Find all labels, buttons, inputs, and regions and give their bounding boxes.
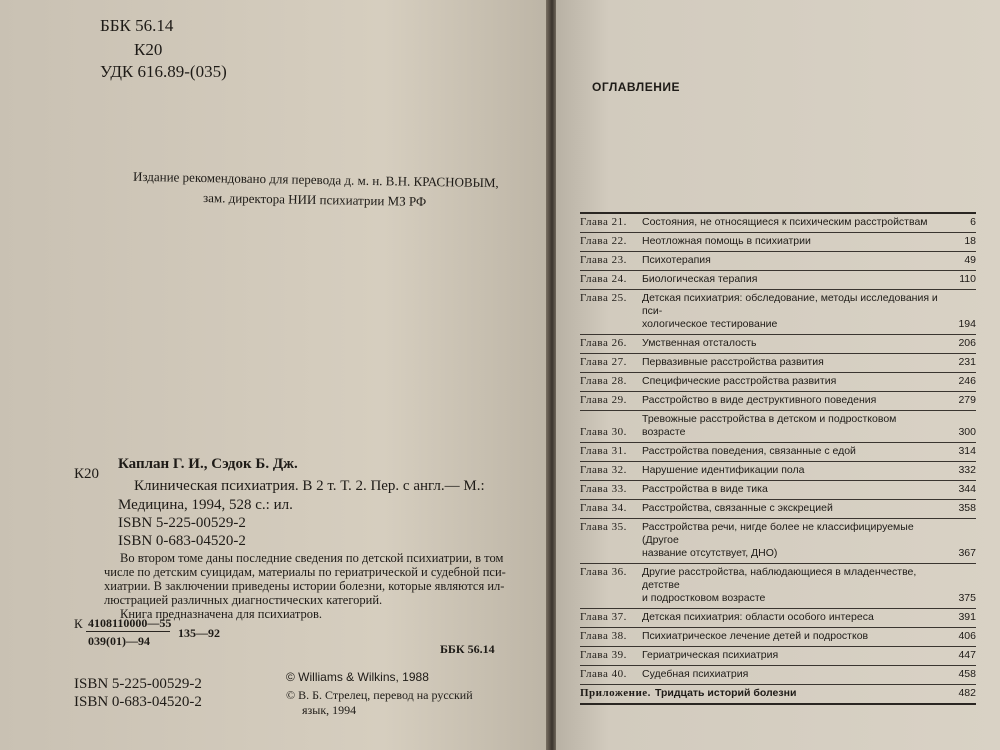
toc-title: Состояния, не относящиеся к психическим расстройствам xyxy=(642,216,928,228)
toc-title: Расстройства речи, нигде более не классифицируемые (Другое название отсутствует, ДНО) xyxy=(642,521,914,559)
toc-row-30 xyxy=(580,411,976,443)
toc-row-36 xyxy=(580,564,976,609)
toc-page: 391 xyxy=(958,611,976,623)
toc-row-39 xyxy=(580,647,976,666)
toc-label: Глава 37. xyxy=(580,611,627,623)
toc-page: 332 xyxy=(958,464,976,476)
fraction-denominator: 039(01)—94 xyxy=(88,634,150,648)
toc-page: 6 xyxy=(970,216,976,228)
toc-page: 447 xyxy=(958,649,976,661)
toc-page: 406 xyxy=(958,630,976,642)
toc-title: Тревожные расстройства в детском и подростковом возрасте xyxy=(642,413,897,438)
toc-page: 375 xyxy=(958,592,976,604)
toc-title: Биологическая терапия xyxy=(642,273,758,285)
toc-page: 206 xyxy=(958,337,976,349)
toc-page: 367 xyxy=(958,547,976,559)
udk-code: УДК 616.89-(035) xyxy=(100,62,227,81)
toc-title: Нарушение идентификации пола xyxy=(642,464,805,476)
toc-label: Глава 33. xyxy=(580,483,627,495)
toc-label: Глава 36. xyxy=(580,566,627,578)
toc-row-33 xyxy=(580,481,976,500)
author-mark: К20 xyxy=(134,40,163,59)
toc-row-28 xyxy=(580,373,976,392)
toc-label: Глава 35. xyxy=(580,521,627,533)
toc-title: Специфические расстройства развития xyxy=(642,375,837,387)
fraction-tail: 135—92 xyxy=(178,626,220,640)
toc-title: Детская психиатрия: области особого интереса xyxy=(642,611,874,623)
toc-title: Психиатрическое лечение детей и подростков xyxy=(642,630,869,642)
isbn-1: ISBN 5-225-00529-2 xyxy=(118,515,246,531)
toc-page: 358 xyxy=(958,502,976,514)
toc-row-25 xyxy=(580,290,976,335)
toc-title: Неотложная помощь в психиатрии xyxy=(642,235,811,247)
toc-title: Тридцать историй болезни xyxy=(654,687,797,699)
annotation-line-4: люстрацией различных диагностических категорий. xyxy=(104,593,383,607)
toc-page: 482 xyxy=(958,687,976,699)
publisher-line: Медицина, 1994, 528 с.: ил. xyxy=(118,497,293,513)
recommendation-line-1: Издание рекомендовано для перевода д. м. н. В.Н. КРАСНОВЫМ, xyxy=(132,168,499,191)
toc-label: Глава 21. xyxy=(580,216,627,228)
toc-title: Первазивные расстройства развития xyxy=(642,356,824,368)
fraction-numerator: 4108110000—55 xyxy=(88,616,172,630)
toc-row-40 xyxy=(580,666,976,685)
copyright-publisher: © Williams & Wilkins, 1988 xyxy=(286,670,429,684)
author-mark-side: К20 xyxy=(74,466,100,482)
isbn-bottom-2: ISBN 0-683-04520-2 xyxy=(74,694,202,710)
table-of-contents xyxy=(580,212,976,705)
toc-label: Глава 28. xyxy=(580,375,627,387)
fraction-letter: К xyxy=(74,616,83,631)
toc-title: Расстройства поведения, связанные с едой xyxy=(642,445,856,457)
isbn-bottom-1: ISBN 5-225-00529-2 xyxy=(74,676,202,692)
toc-label: Глава 34. xyxy=(580,502,627,514)
toc-title: Гериатрическая психиатрия xyxy=(642,649,779,661)
toc-row-27 xyxy=(580,354,976,373)
right-page xyxy=(556,0,1000,750)
toc-row-24 xyxy=(580,271,976,290)
toc-row-26 xyxy=(580,335,976,354)
toc-heading: ОГЛАВЛЕНИЕ xyxy=(592,80,681,94)
toc-page: 246 xyxy=(958,375,976,387)
toc-row-37 xyxy=(580,609,976,628)
bbk-bottom: ББК 56.14 xyxy=(440,642,495,656)
toc-title: Расстройства в виде тика xyxy=(642,483,768,495)
recommendation-line-2: зам. директора НИИ психиатрии МЗ РФ xyxy=(202,190,427,209)
toc-title: Расстройство в виде деструктивного поведения xyxy=(642,394,877,406)
annotation-line-3: хиатрии. В заключении приведены истории болезни, которые являются ил- xyxy=(104,579,505,593)
toc-row-32 xyxy=(580,462,976,481)
toc-row-21 xyxy=(580,214,976,233)
toc-page: 194 xyxy=(958,318,976,330)
toc-title: Умственная отсталость xyxy=(642,337,757,349)
toc-row-38 xyxy=(580,628,976,647)
toc-label: Глава 29. xyxy=(580,394,627,406)
copyright-translator-line-2: язык, 1994 xyxy=(302,703,357,717)
toc-label: Глава 22. xyxy=(580,235,627,247)
copyright-translator-line-1: © В. Б. Стрелец, перевод на русский xyxy=(286,688,473,702)
toc-title: Детская психиатрия: обследование, методы исследования и пси- хологическое тестирование xyxy=(642,292,938,330)
toc-row-34 xyxy=(580,500,976,519)
authors: Каплан Г. И., Сэдок Б. Дж. xyxy=(118,456,298,472)
toc-page: 314 xyxy=(958,445,976,457)
toc-page: 110 xyxy=(959,273,976,285)
toc-label: Приложение. xyxy=(580,687,651,699)
toc-title: Судебная психиатрия xyxy=(642,668,749,680)
toc-label: Глава 31. xyxy=(580,445,627,457)
toc-row-29 xyxy=(580,392,976,411)
toc-row-22 xyxy=(580,233,976,252)
toc-title: Психотерапия xyxy=(642,254,711,266)
toc-page: 344 xyxy=(958,483,976,495)
toc-label: Глава 39. xyxy=(580,649,627,661)
bbk-code: ББК 56.14 xyxy=(100,16,174,35)
toc-label: Глава 23. xyxy=(580,254,627,266)
toc-label: Глава 24. xyxy=(580,273,627,285)
toc-label: Глава 27. xyxy=(580,356,627,368)
annotation-line-5: Книга предназначена для психиатров. xyxy=(120,607,323,621)
toc-label: Глава 38. xyxy=(580,630,627,642)
toc-label: Глава 30. xyxy=(580,426,627,438)
toc-page: 231 xyxy=(958,356,976,368)
toc-row-23 xyxy=(580,252,976,271)
toc-page: 49 xyxy=(964,254,976,266)
toc-page: 279 xyxy=(958,394,976,406)
toc-title: Расстройства, связанные с экскрецией xyxy=(642,502,833,514)
toc-label: Глава 26. xyxy=(580,337,627,349)
toc-page: 458 xyxy=(958,668,976,680)
toc-page: 300 xyxy=(958,426,976,438)
fraction-bar xyxy=(86,631,170,632)
toc-row-35 xyxy=(580,519,976,564)
annotation-line-2: числе по детским суицидам, материалы по гериатрической и судебной пси- xyxy=(104,565,506,579)
toc-label: Глава 40. xyxy=(580,668,627,680)
toc-label: Глава 32. xyxy=(580,464,627,476)
toc-row-31 xyxy=(580,443,976,462)
toc-page: 18 xyxy=(964,235,976,247)
annotation-line-1: Во втором томе даны последние сведения по детской психиатрии, в том xyxy=(120,551,504,565)
isbn-2: ISBN 0-683-04520-2 xyxy=(118,533,246,549)
book-title-line: Клиническая психиатрия. В 2 т. Т. 2. Пер. с англ.— М.: xyxy=(134,478,485,494)
toc-label: Глава 25. xyxy=(580,292,627,304)
toc-title: Другие расстройства, наблюдающиеся в младенчестве, детстве и подростковом возрасте xyxy=(642,566,917,604)
toc-row-appendix xyxy=(580,685,976,703)
